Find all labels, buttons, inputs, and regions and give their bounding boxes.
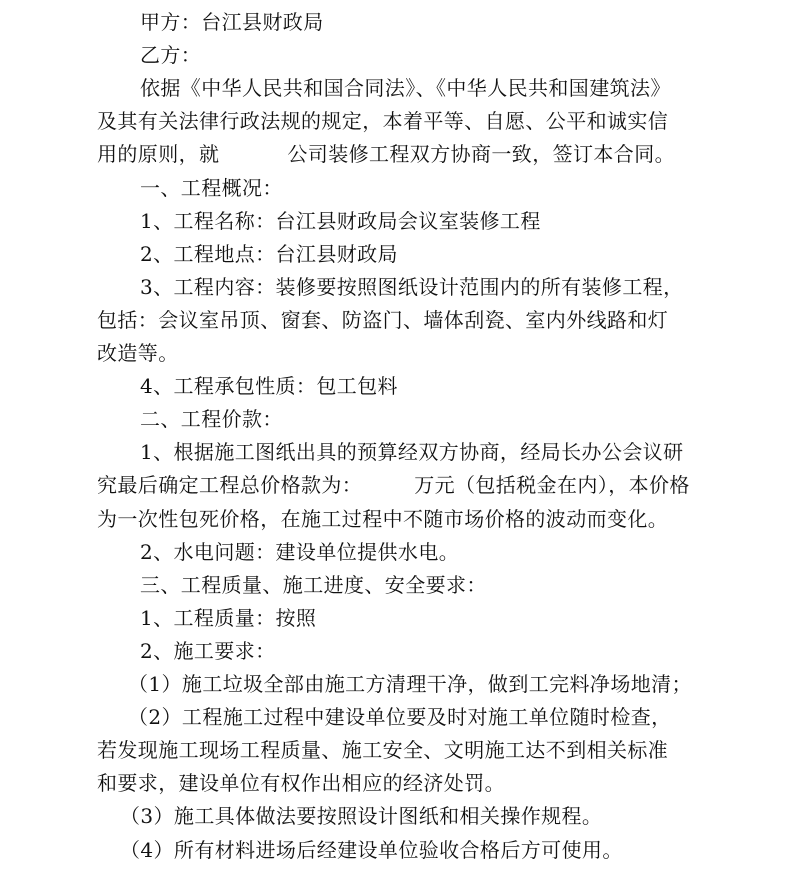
intro-line-3-after: 公司装修工程双方协商一致，签订本合同。 xyxy=(287,142,676,167)
price-line-after: 万元（包括税金在内），本价格 xyxy=(414,473,690,498)
section-3-sub-2-line-2: 若发现施工现场工程质量、施工安全、文明施工达不到相关标准 xyxy=(97,738,669,763)
intro-line-1: 依据《中华人民共和国合同法》、《中华人民共和国建筑法》 xyxy=(140,76,671,101)
section-1-heading: 一、工程概况： xyxy=(140,175,283,200)
section-3-sub-2-line-1: （2）工程施工过程中建设单位要及时对施工单位随时检查， xyxy=(128,705,672,730)
intro-line-3-before: 用的原则，就 xyxy=(97,142,220,167)
section-2-item-1-line-1: 1、根据施工图纸出具的预算经双方协商，经局长办公会议研 xyxy=(140,440,684,465)
section-3-sub-3: （3）施工具体做法要按照设计图纸和相关操作规程。 xyxy=(120,804,603,829)
section-3-sub-1: （1）施工垃圾全部由施工方清理干净，做到工完料净场地清； xyxy=(128,672,692,696)
price-line-before: 究最后确定工程总价格款为： xyxy=(97,473,363,498)
section-1-item-2: 2、工程地点：台江县财政局 xyxy=(140,241,398,266)
section-2-item-1-line-3: 为一次性包死价格，在施工过程中不随市场价格的波动而变化。 xyxy=(97,506,669,531)
section-3-item-1: 1、工程质量：按照 xyxy=(140,605,317,630)
section-3-sub-2-line-3: 和要求，建设单位有权作出相应的经济处罚。 xyxy=(97,771,505,796)
section-3-item-2: 2、施工要求： xyxy=(140,638,276,663)
section-1-item-3-line-1: 3、工程内容：装修要按照图纸设计范围内的所有装修工程， xyxy=(140,274,684,299)
intro-line-2: 及其有关法律行政法规的规定，本着平等、自愿、公平和诚实信 xyxy=(97,109,669,134)
section-1-item-3-line-2: 包括：会议室吊顶、窗套、防盗门、墙体刮瓷、室内外线路和灯 xyxy=(97,307,669,332)
section-3-heading: 三、工程质量、施工进度、安全要求： xyxy=(140,572,487,597)
section-3-sub-4: （4）所有材料进场后经建设单位验收合格后方可使用。 xyxy=(120,837,623,862)
section-2-item-2: 2、水电问题：建设单位提供水电。 xyxy=(140,539,460,564)
party-b-line: 乙方： xyxy=(140,43,202,68)
section-2-heading: 二、工程价款： xyxy=(140,407,283,432)
section-1-item-4: 4、工程承包性质：包工包料 xyxy=(140,374,398,399)
section-2-item-1-line-2 xyxy=(97,473,690,497)
section-1-item-3-line-3: 改造等。 xyxy=(97,341,179,365)
intro-line-3 xyxy=(97,142,675,166)
party-a-line: 甲方：台江县财政局 xyxy=(140,10,324,34)
section-1-item-1: 1、工程名称：台江县财政局会议室装修工程 xyxy=(140,208,541,233)
